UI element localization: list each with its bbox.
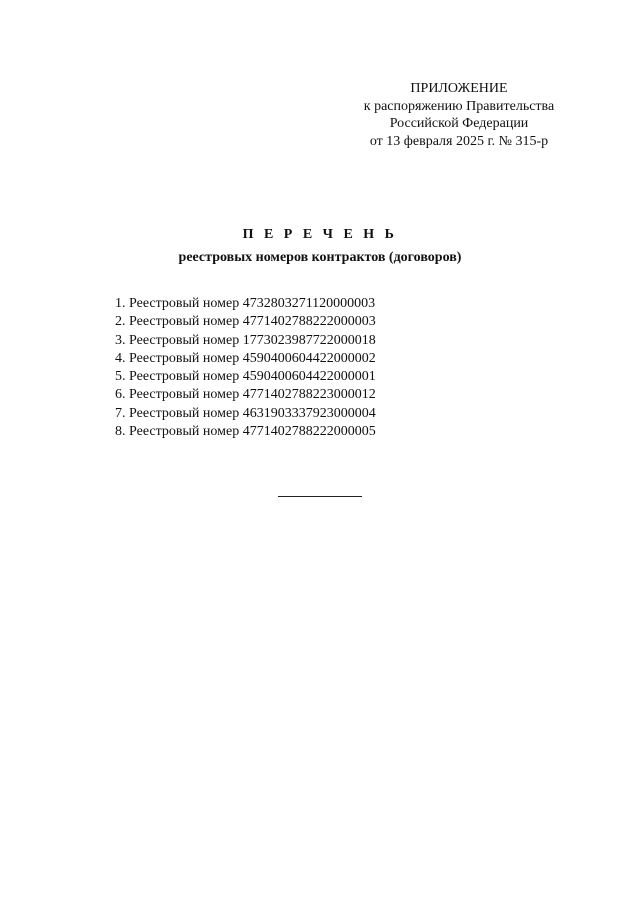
document-subtitle: реестровых номеров контрактов (договоров) — [178, 250, 462, 265]
registry-number-list — [115, 295, 376, 441]
list-item: 6. Реестровый номер 4771402788223000012 — [115, 387, 376, 403]
document-title: П Е Р Е Ч Е Н Ь — [242, 227, 398, 242]
list-item: 8. Реестровый номер 4771402788222000005 — [115, 424, 376, 440]
end-divider — [278, 496, 362, 497]
list-item: 3. Реестровый номер 1773023987722000018 — [115, 332, 376, 348]
list-item: 4. Реестровый номер 4590400604422000002 — [115, 350, 376, 366]
list-item: 5. Реестровый номер 4590400604422000001 — [115, 369, 376, 385]
list-item: 1. Реестровый номер 4732803271120000003 — [115, 296, 376, 311]
appendix-order-ref: к распоряжению Правительства — [363, 98, 555, 114]
appendix-header — [320, 80, 598, 150]
list-item: 7. Реестровый номер 4631903337923000004 — [115, 405, 376, 421]
appendix-date-number: от 13 февраля 2025 г. № 315-р — [369, 133, 549, 149]
list-item: 2. Реестровый номер 4771402788222000003 — [115, 314, 376, 330]
appendix-label: ПРИЛОЖЕНИЕ — [410, 81, 508, 96]
appendix-authority: Российской Федерации — [389, 116, 529, 131]
